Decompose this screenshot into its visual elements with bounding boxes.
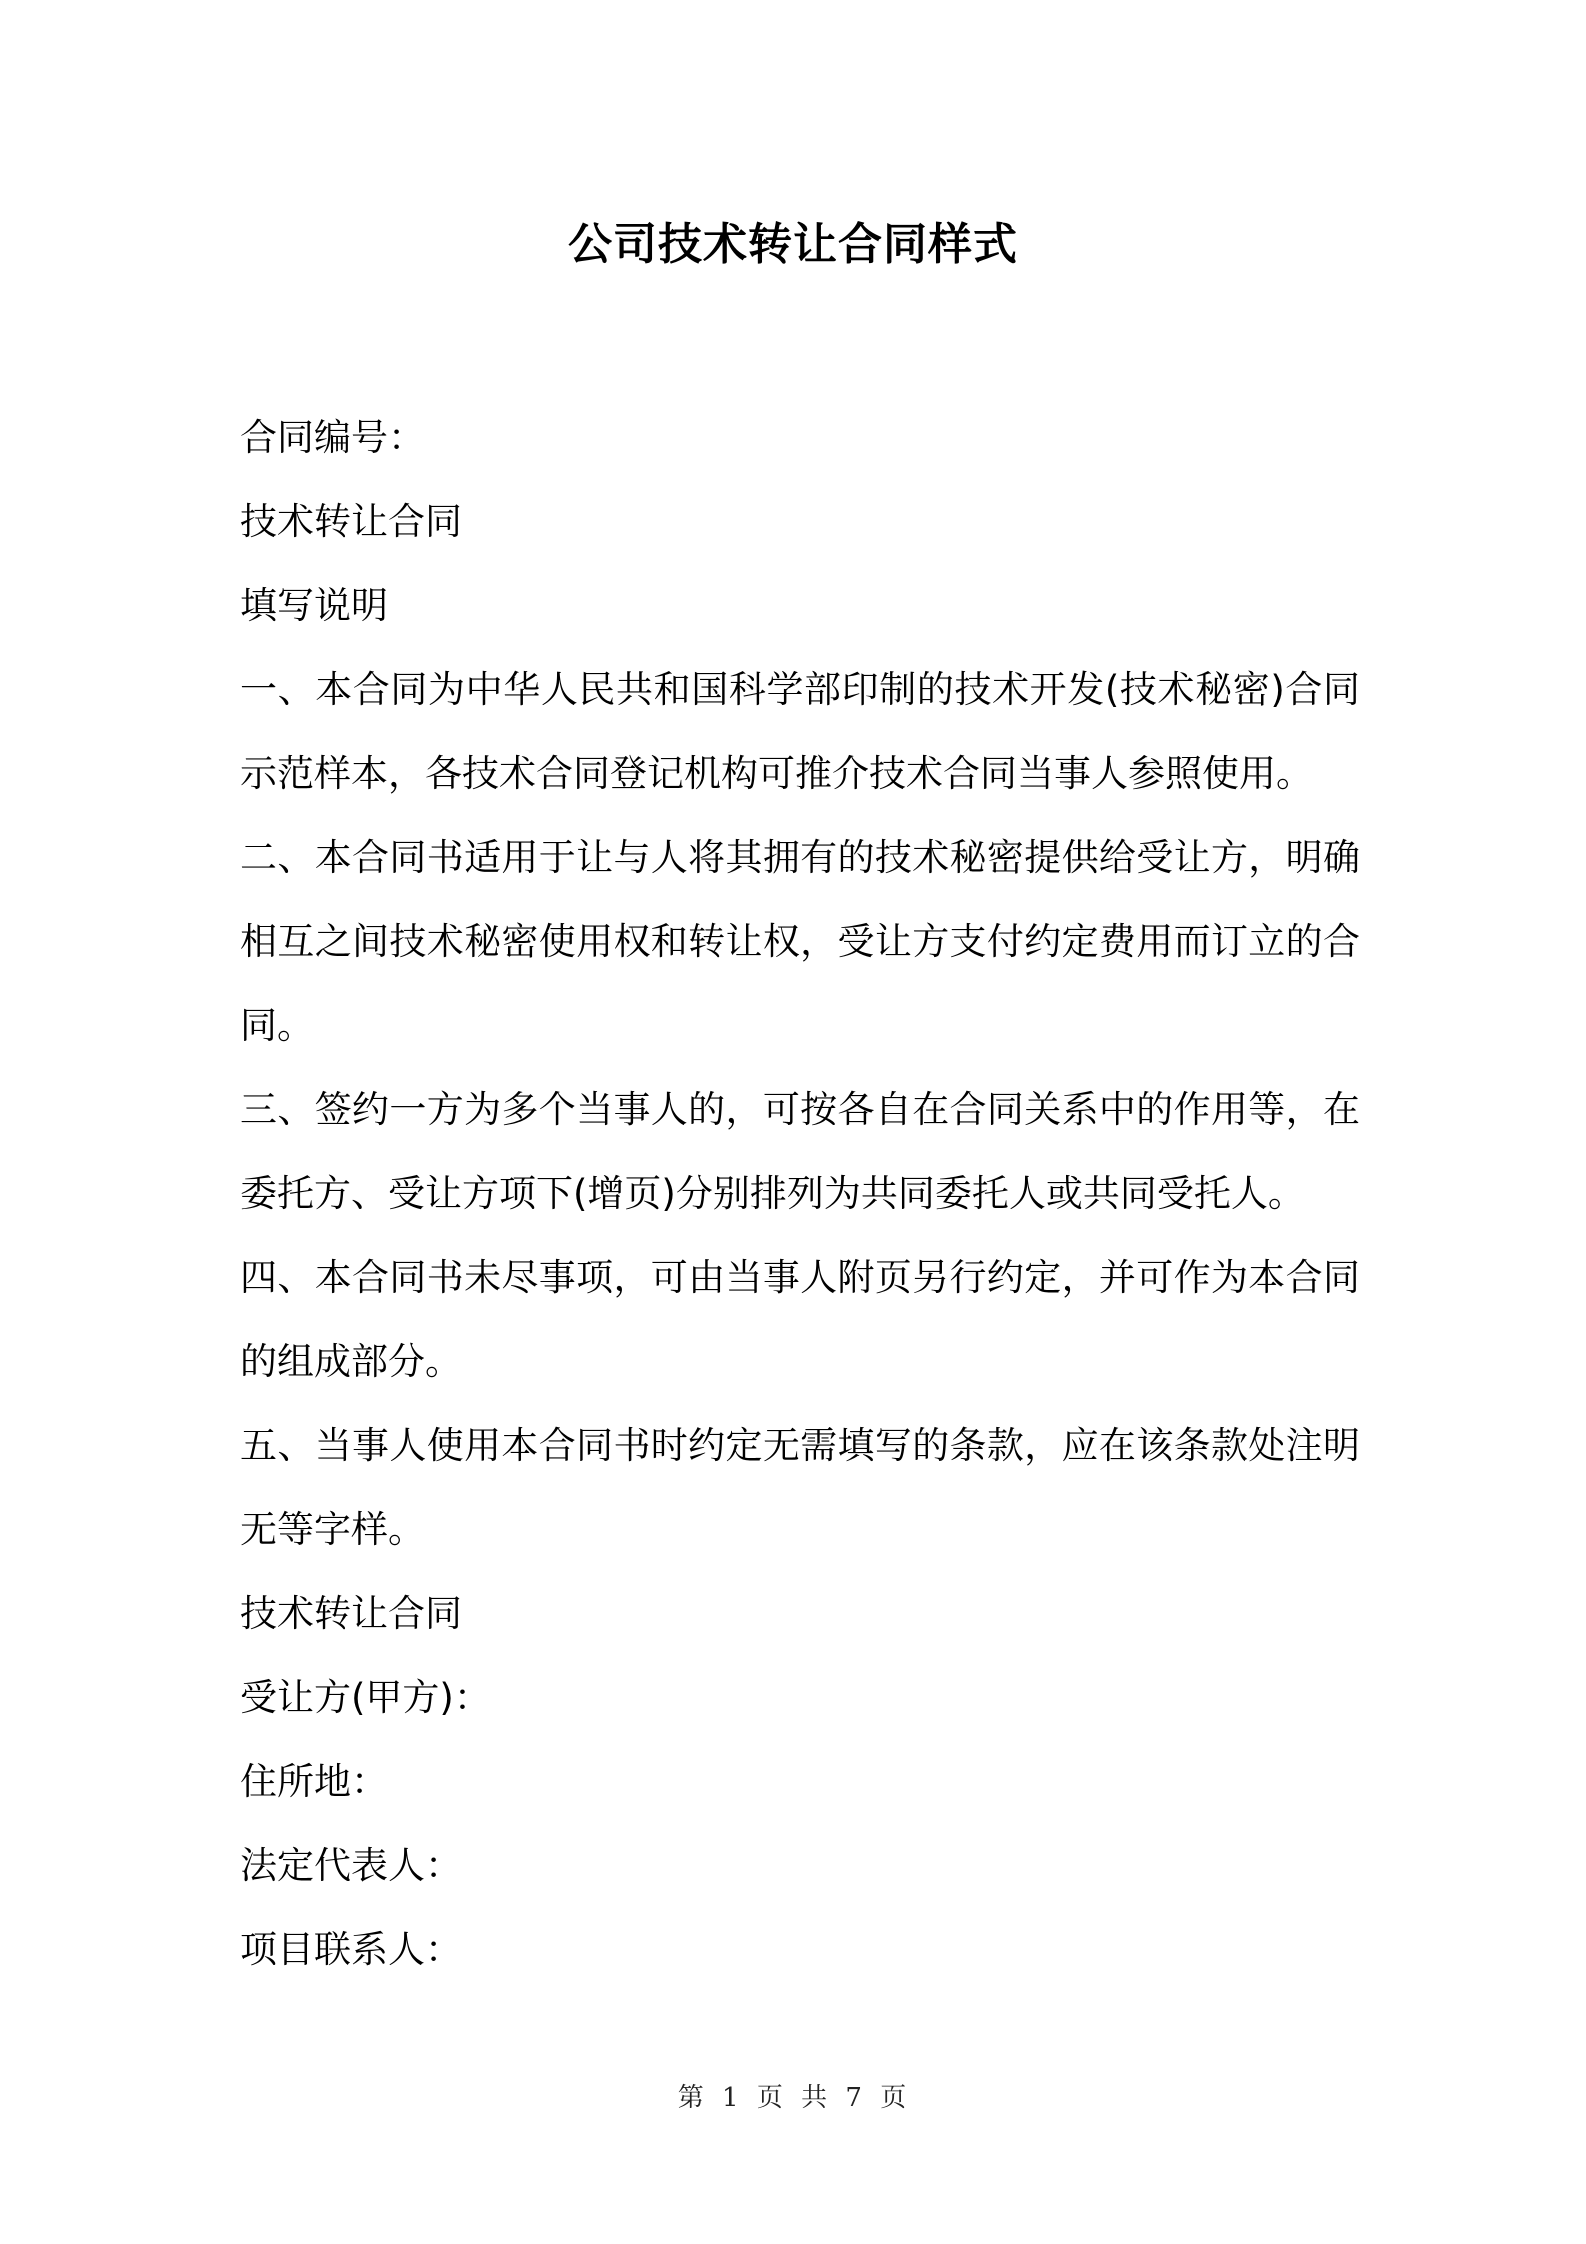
document-body bbox=[240, 396, 1360, 1992]
field-legal-representative: 法定代表人： bbox=[240, 1844, 462, 1887]
clause-1: 一、本合同为中华人民共和国科学部印制的技术开发(技术秘密)合同示范样本，各技术合同登记机构可推介技术合同当事人参照使用。 bbox=[240, 668, 1360, 795]
page-number-footer: 第 1 页 共 7 页 bbox=[677, 2083, 909, 2113]
contract-number-label: 合同编号： bbox=[240, 416, 425, 459]
document-title: 公司技术转让合同样式 bbox=[568, 219, 1018, 270]
field-address: 住所地： bbox=[240, 1760, 388, 1803]
clause-5: 五、当事人使用本合同书时约定无需填写的条款，应在该条款处注明无等字样。 bbox=[240, 1424, 1360, 1551]
field-transferee: 受让方(甲方)： bbox=[240, 1676, 491, 1719]
field-project-contact: 项目联系人： bbox=[240, 1928, 462, 1971]
clause-2: 二、本合同书适用于让与人将其拥有的技术秘密提供给受让方，明确相互之间技术秘密使用权和转让权，受让方支付约定费用而订立的合同。 bbox=[240, 836, 1360, 1047]
clause-4: 四、本合同书未尽事项，可由当事人附页另行约定，并可作为本合同的组成部分。 bbox=[240, 1256, 1360, 1383]
section-heading: 技术转让合同 bbox=[240, 500, 462, 543]
clause-3: 三、签约一方为多个当事人的，可按各自在合同关系中的作用等，在委托方、受让方项下(增页)分别排列为共同委托人或共同受托人。 bbox=[240, 1088, 1360, 1215]
instructions-heading: 填写说明 bbox=[240, 584, 388, 627]
section-heading-2: 技术转让合同 bbox=[240, 1592, 462, 1635]
